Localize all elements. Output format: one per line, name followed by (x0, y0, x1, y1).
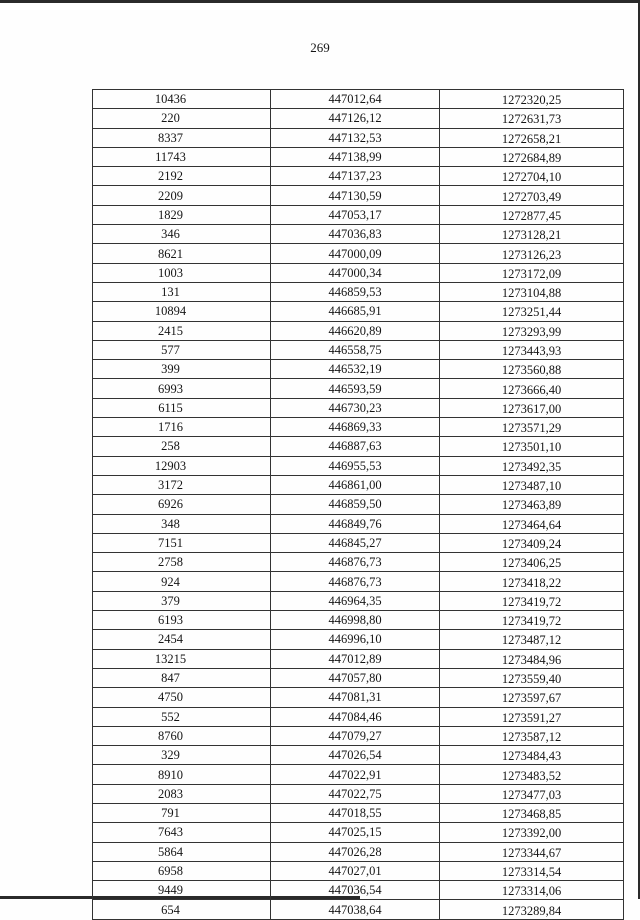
y-coordinate-cell: 1273666,40 (440, 379, 624, 398)
point-number-cell: 924 (93, 572, 271, 591)
point-number-cell: 12903 (93, 456, 271, 475)
table-row (93, 746, 624, 765)
table-row (93, 109, 624, 128)
point-number-cell: 6993 (93, 379, 271, 398)
table-row (93, 128, 624, 147)
table-row (93, 398, 624, 417)
y-coordinate-cell: 1273293,99 (440, 321, 624, 340)
x-coordinate-cell: 446532,19 (271, 360, 440, 379)
point-number-cell: 4750 (93, 688, 271, 707)
y-coordinate-cell: 1273617,00 (440, 398, 624, 417)
table-row (93, 475, 624, 494)
point-number-cell: 379 (93, 591, 271, 610)
table-row (93, 495, 624, 514)
y-coordinate-cell: 1273587,12 (440, 726, 624, 745)
y-coordinate-cell: 1273126,23 (440, 244, 624, 263)
table-row (93, 765, 624, 784)
table-row (93, 668, 624, 687)
y-coordinate-cell: 1272684,89 (440, 147, 624, 166)
y-coordinate-cell: 1273172,09 (440, 263, 624, 282)
x-coordinate-cell: 447036,54 (271, 881, 440, 900)
point-number-cell: 6115 (93, 398, 271, 417)
page-number: 269 (310, 40, 330, 55)
y-coordinate-cell: 1273463,89 (440, 495, 624, 514)
x-coordinate-cell: 447000,34 (271, 263, 440, 282)
point-number-cell: 577 (93, 340, 271, 359)
x-coordinate-cell: 446998,80 (271, 611, 440, 630)
x-coordinate-cell: 447027,01 (271, 861, 440, 880)
y-coordinate-cell: 1273406,25 (440, 553, 624, 572)
table-row (93, 263, 624, 282)
x-coordinate-cell: 446845,27 (271, 533, 440, 552)
y-coordinate-cell: 1272877,45 (440, 205, 624, 224)
point-number-cell: 11743 (93, 147, 271, 166)
y-coordinate-cell: 1273559,40 (440, 668, 624, 687)
y-coordinate-cell: 1273591,27 (440, 707, 624, 726)
point-number-cell: 346 (93, 225, 271, 244)
y-coordinate-cell: 1273487,12 (440, 630, 624, 649)
x-coordinate-cell: 446861,00 (271, 475, 440, 494)
point-number-cell: 2209 (93, 186, 271, 205)
table-row (93, 244, 624, 263)
x-coordinate-cell: 447084,46 (271, 707, 440, 726)
x-coordinate-cell: 447132,53 (271, 128, 440, 147)
x-coordinate-cell: 447038,64 (271, 900, 440, 919)
x-coordinate-cell: 446869,33 (271, 418, 440, 437)
table-row (93, 282, 624, 301)
x-coordinate-cell: 447079,27 (271, 726, 440, 745)
x-coordinate-cell: 446876,73 (271, 572, 440, 591)
point-number-cell: 6926 (93, 495, 271, 514)
point-number-cell: 2415 (93, 321, 271, 340)
y-coordinate-cell: 1273314,54 (440, 861, 624, 880)
y-coordinate-cell: 1273501,10 (440, 437, 624, 456)
point-number-cell: 10894 (93, 302, 271, 321)
table-row (93, 147, 624, 166)
y-coordinate-cell: 1273344,67 (440, 842, 624, 861)
x-coordinate-cell: 447137,23 (271, 167, 440, 186)
x-coordinate-cell: 447053,17 (271, 205, 440, 224)
x-coordinate-cell: 446620,89 (271, 321, 440, 340)
y-coordinate-cell: 1273464,64 (440, 514, 624, 533)
table-row (93, 379, 624, 398)
x-coordinate-cell: 447026,28 (271, 842, 440, 861)
y-coordinate-cell: 1273409,24 (440, 533, 624, 552)
y-coordinate-cell: 1273483,52 (440, 765, 624, 784)
y-coordinate-cell: 1273289,84 (440, 900, 624, 919)
point-number-cell: 5864 (93, 842, 271, 861)
x-coordinate-cell: 447130,59 (271, 186, 440, 205)
scan-edge-top (0, 0, 640, 3)
y-coordinate-cell: 1273128,21 (440, 225, 624, 244)
y-coordinate-cell: 1273597,67 (440, 688, 624, 707)
x-coordinate-cell: 447057,80 (271, 668, 440, 687)
y-coordinate-cell: 1273418,22 (440, 572, 624, 591)
point-number-cell: 791 (93, 803, 271, 822)
point-number-cell: 2083 (93, 784, 271, 803)
x-coordinate-cell: 447036,83 (271, 225, 440, 244)
point-number-cell: 329 (93, 746, 271, 765)
table-row (93, 784, 624, 803)
table-row (93, 514, 624, 533)
point-number-cell: 258 (93, 437, 271, 456)
point-number-cell: 10436 (93, 90, 271, 109)
point-number-cell: 1003 (93, 263, 271, 282)
table-row (93, 611, 624, 630)
point-number-cell: 399 (93, 360, 271, 379)
x-coordinate-cell: 446593,59 (271, 379, 440, 398)
table-row (93, 225, 624, 244)
point-number-cell: 1716 (93, 418, 271, 437)
x-coordinate-cell: 446887,63 (271, 437, 440, 456)
table-row (93, 823, 624, 842)
y-coordinate-cell: 1273477,03 (440, 784, 624, 803)
point-number-cell: 7151 (93, 533, 271, 552)
table-row (93, 726, 624, 745)
x-coordinate-cell: 446955,53 (271, 456, 440, 475)
point-number-cell: 13215 (93, 649, 271, 668)
coordinates-table (92, 89, 624, 920)
y-coordinate-cell: 1273314,06 (440, 881, 624, 900)
point-number-cell: 9449 (93, 881, 271, 900)
table-row (93, 842, 624, 861)
point-number-cell: 847 (93, 668, 271, 687)
point-number-cell: 6193 (93, 611, 271, 630)
table-row (93, 533, 624, 552)
table-row (93, 321, 624, 340)
table-row (93, 881, 624, 900)
x-coordinate-cell: 446859,50 (271, 495, 440, 514)
table-row (93, 649, 624, 668)
point-number-cell: 8910 (93, 765, 271, 784)
point-number-cell: 131 (93, 282, 271, 301)
y-coordinate-cell: 1273419,72 (440, 611, 624, 630)
table-row (93, 456, 624, 475)
y-coordinate-cell: 1273443,93 (440, 340, 624, 359)
table-row (93, 90, 624, 109)
y-coordinate-cell: 1273560,88 (440, 360, 624, 379)
table-row (93, 630, 624, 649)
x-coordinate-cell: 447012,89 (271, 649, 440, 668)
table-row (93, 360, 624, 379)
x-coordinate-cell: 447081,31 (271, 688, 440, 707)
point-number-cell: 654 (93, 900, 271, 919)
y-coordinate-cell: 1273419,72 (440, 591, 624, 610)
y-coordinate-cell: 1273104,88 (440, 282, 624, 301)
point-number-cell: 1829 (93, 205, 271, 224)
x-coordinate-cell: 447026,54 (271, 746, 440, 765)
x-coordinate-cell: 447000,09 (271, 244, 440, 263)
x-coordinate-cell: 446996,10 (271, 630, 440, 649)
table-row (93, 186, 624, 205)
table-row (93, 803, 624, 822)
y-coordinate-cell: 1273492,35 (440, 456, 624, 475)
point-number-cell: 2454 (93, 630, 271, 649)
y-coordinate-cell: 1272704,10 (440, 167, 624, 186)
point-number-cell: 348 (93, 514, 271, 533)
table-row (93, 167, 624, 186)
point-number-cell: 2192 (93, 167, 271, 186)
x-coordinate-cell: 447018,55 (271, 803, 440, 822)
x-coordinate-cell: 446849,76 (271, 514, 440, 533)
y-coordinate-cell: 1273251,44 (440, 302, 624, 321)
table-row (93, 553, 624, 572)
x-coordinate-cell: 446964,35 (271, 591, 440, 610)
y-coordinate-cell: 1273484,43 (440, 746, 624, 765)
point-number-cell: 6958 (93, 861, 271, 880)
x-coordinate-cell: 446558,75 (271, 340, 440, 359)
x-coordinate-cell: 446730,23 (271, 398, 440, 417)
y-coordinate-cell: 1272658,21 (440, 128, 624, 147)
y-coordinate-cell: 1272631,73 (440, 109, 624, 128)
y-coordinate-cell: 1272320,25 (440, 90, 624, 109)
x-coordinate-cell: 447126,12 (271, 109, 440, 128)
x-coordinate-cell: 447022,91 (271, 765, 440, 784)
table-row (93, 418, 624, 437)
y-coordinate-cell: 1272703,49 (440, 186, 624, 205)
x-coordinate-cell: 447138,99 (271, 147, 440, 166)
y-coordinate-cell: 1273571,29 (440, 418, 624, 437)
x-coordinate-cell: 446876,73 (271, 553, 440, 572)
point-number-cell: 8621 (93, 244, 271, 263)
point-number-cell: 7643 (93, 823, 271, 842)
x-coordinate-cell: 447025,15 (271, 823, 440, 842)
table-row (93, 340, 624, 359)
table-row (93, 707, 624, 726)
x-coordinate-cell: 447012,64 (271, 90, 440, 109)
x-coordinate-cell: 446859,53 (271, 282, 440, 301)
table-row (93, 688, 624, 707)
point-number-cell: 552 (93, 707, 271, 726)
coordinates-table-body (93, 90, 624, 920)
table-row (93, 437, 624, 456)
table-row (93, 302, 624, 321)
table-row (93, 861, 624, 880)
table-row (93, 572, 624, 591)
table-row (93, 591, 624, 610)
point-number-cell: 220 (93, 109, 271, 128)
point-number-cell: 8337 (93, 128, 271, 147)
point-number-cell: 3172 (93, 475, 271, 494)
table-row (93, 205, 624, 224)
y-coordinate-cell: 1273392,00 (440, 823, 624, 842)
x-coordinate-cell: 447022,75 (271, 784, 440, 803)
table-row (93, 900, 624, 919)
y-coordinate-cell: 1273484,96 (440, 649, 624, 668)
point-number-cell: 8760 (93, 726, 271, 745)
y-coordinate-cell: 1273487,10 (440, 475, 624, 494)
y-coordinate-cell: 1273468,85 (440, 803, 624, 822)
point-number-cell: 2758 (93, 553, 271, 572)
x-coordinate-cell: 446685,91 (271, 302, 440, 321)
